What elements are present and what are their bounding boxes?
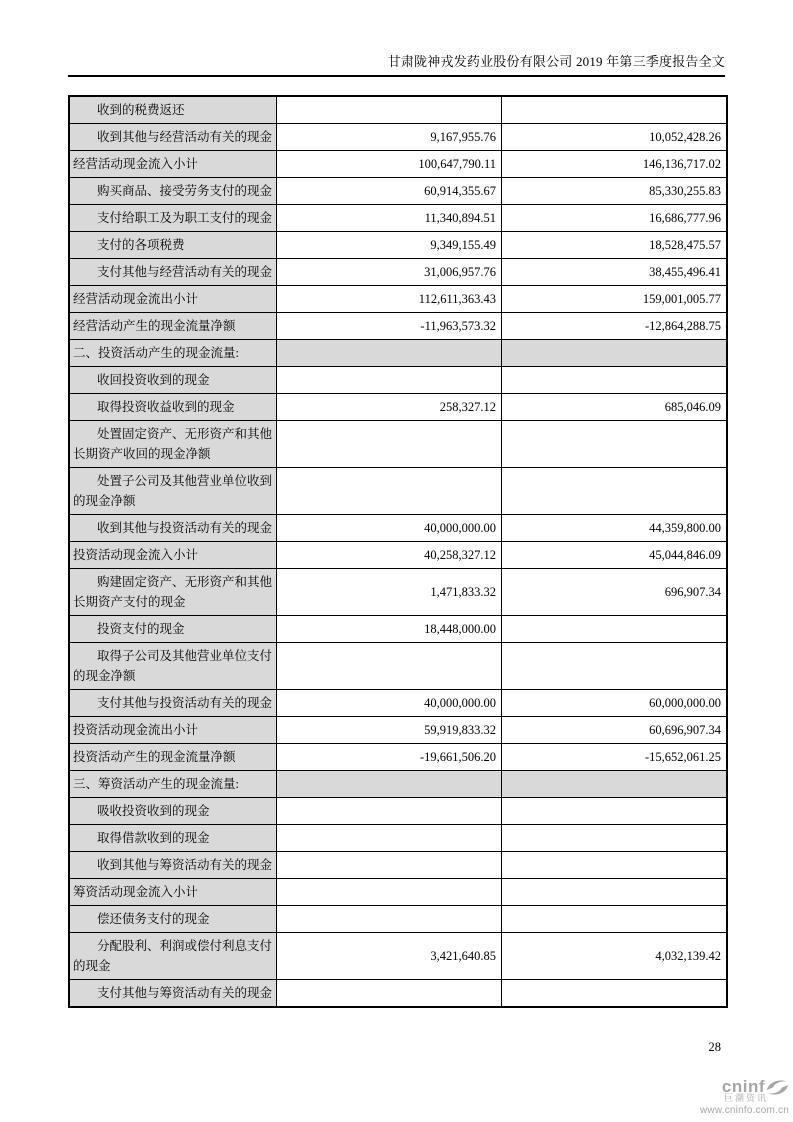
value-col-2: 159,001,005.77 bbox=[502, 286, 728, 313]
table-row bbox=[69, 421, 727, 468]
value-col-1 bbox=[276, 825, 502, 852]
value-col-2 bbox=[502, 643, 728, 690]
value-col-1 bbox=[276, 421, 502, 468]
value-col-1 bbox=[276, 980, 502, 1008]
table-row bbox=[69, 771, 727, 798]
value-col-1 bbox=[276, 643, 502, 690]
row-label: 支付其他与经营活动有关的现金 bbox=[69, 259, 276, 286]
table-row bbox=[69, 933, 727, 980]
value-col-2 bbox=[502, 825, 728, 852]
row-label: 分配股利、利润或偿付利息支付的现金 bbox=[69, 933, 276, 980]
table-row bbox=[69, 825, 727, 852]
row-label: 筹资活动现金流入小计 bbox=[69, 879, 276, 906]
value-col-2: 18,528,475.57 bbox=[502, 232, 728, 259]
value-col-1 bbox=[276, 798, 502, 825]
value-col-2: 45,044,846.09 bbox=[502, 542, 728, 569]
value-col-2 bbox=[502, 879, 728, 906]
value-col-2 bbox=[502, 96, 728, 124]
value-col-2: 16,686,777.96 bbox=[502, 205, 728, 232]
report-title: 甘肃陇神戎发药业股份有限公司 2019 年第三季度报告全文 bbox=[387, 54, 725, 69]
row-label: 支付其他与筹资活动有关的现金 bbox=[69, 980, 276, 1008]
table-row bbox=[69, 394, 727, 421]
value-col-1: 60,914,355.67 bbox=[276, 178, 502, 205]
table-row bbox=[69, 980, 727, 1008]
row-label: 处置子公司及其他营业单位收到的现金净额 bbox=[69, 468, 276, 515]
value-col-1: 31,006,957.76 bbox=[276, 259, 502, 286]
value-col-2: 60,696,907.34 bbox=[502, 717, 728, 744]
value-col-2: 146,136,717.02 bbox=[502, 151, 728, 178]
value-col-2 bbox=[502, 771, 728, 798]
value-col-1: -11,963,573.32 bbox=[276, 313, 502, 340]
value-col-1: 40,000,000.00 bbox=[276, 690, 502, 717]
value-col-2: -15,652,061.25 bbox=[502, 744, 728, 771]
value-col-2: 4,032,139.42 bbox=[502, 933, 728, 980]
table-row bbox=[69, 151, 727, 178]
cninfo-logo-url: www.cninfo.com.cn bbox=[700, 1105, 789, 1116]
table-row bbox=[69, 798, 727, 825]
value-col-2: 85,330,255.83 bbox=[502, 178, 728, 205]
value-col-2: 696,907.34 bbox=[502, 569, 728, 616]
value-col-1: 1,471,833.32 bbox=[276, 569, 502, 616]
page-header bbox=[68, 0, 725, 77]
value-col-2 bbox=[502, 798, 728, 825]
table-row bbox=[69, 717, 727, 744]
value-col-2: 44,359,800.00 bbox=[502, 515, 728, 542]
table-row bbox=[69, 178, 727, 205]
value-col-1: 59,919,833.32 bbox=[276, 717, 502, 744]
value-col-1 bbox=[276, 852, 502, 879]
row-label: 收回投资收到的现金 bbox=[69, 367, 276, 394]
table-row bbox=[69, 879, 727, 906]
row-label: 投资活动现金流出小计 bbox=[69, 717, 276, 744]
value-col-1: 112,611,363.43 bbox=[276, 286, 502, 313]
value-col-2: 685,046.09 bbox=[502, 394, 728, 421]
table-row bbox=[69, 643, 727, 690]
value-col-1: 9,349,155.49 bbox=[276, 232, 502, 259]
row-label: 吸收投资收到的现金 bbox=[69, 798, 276, 825]
table-row bbox=[69, 232, 727, 259]
cninfo-swirl-icon bbox=[766, 1078, 789, 1097]
row-label: 投资活动现金流入小计 bbox=[69, 542, 276, 569]
value-col-2: 38,455,496.41 bbox=[502, 259, 728, 286]
row-label: 取得投资收益收到的现金 bbox=[69, 394, 276, 421]
table-row bbox=[69, 340, 727, 367]
table-row bbox=[69, 205, 727, 232]
page-number: 28 bbox=[708, 1040, 721, 1054]
table-row bbox=[69, 690, 727, 717]
value-col-1: 100,647,790.11 bbox=[276, 151, 502, 178]
value-col-2: 60,000,000.00 bbox=[502, 690, 728, 717]
table-row bbox=[69, 569, 727, 616]
value-col-2: 10,052,428.26 bbox=[502, 124, 728, 151]
table-row bbox=[69, 259, 727, 286]
value-col-1: -19,661,506.20 bbox=[276, 744, 502, 771]
value-col-1 bbox=[276, 340, 502, 367]
value-col-2 bbox=[502, 468, 728, 515]
row-label: 取得借款收到的现金 bbox=[69, 825, 276, 852]
value-col-1: 9,167,955.76 bbox=[276, 124, 502, 151]
value-col-2 bbox=[502, 340, 728, 367]
row-label: 收到其他与投资活动有关的现金 bbox=[69, 515, 276, 542]
value-col-1 bbox=[276, 468, 502, 515]
table-row bbox=[69, 367, 727, 394]
table-row bbox=[69, 852, 727, 879]
row-label: 经营活动现金流出小计 bbox=[69, 286, 276, 313]
row-label: 取得子公司及其他营业单位支付的现金净额 bbox=[69, 643, 276, 690]
cninfo-logo-chinese: 巨潮资讯 bbox=[723, 1093, 768, 1104]
table-row bbox=[69, 906, 727, 933]
value-col-1 bbox=[276, 367, 502, 394]
row-label: 支付的各项税费 bbox=[69, 232, 276, 259]
value-col-2 bbox=[502, 367, 728, 394]
value-col-1: 18,448,000.00 bbox=[276, 616, 502, 643]
cninfo-logo-text: cninf bbox=[721, 1077, 765, 1097]
table-row bbox=[69, 616, 727, 643]
row-label: 投资支付的现金 bbox=[69, 616, 276, 643]
row-label: 经营活动现金流入小计 bbox=[69, 151, 276, 178]
table-row bbox=[69, 96, 727, 124]
table-row bbox=[69, 124, 727, 151]
row-label: 购建固定资产、无形资产和其他长期资产支付的现金 bbox=[69, 569, 276, 616]
value-col-2 bbox=[502, 421, 728, 468]
value-col-1 bbox=[276, 879, 502, 906]
value-col-2: -12,864,288.75 bbox=[502, 313, 728, 340]
value-col-1: 3,421,640.85 bbox=[276, 933, 502, 980]
value-col-1 bbox=[276, 906, 502, 933]
value-col-1: 40,000,000.00 bbox=[276, 515, 502, 542]
table-row bbox=[69, 286, 727, 313]
value-col-2 bbox=[502, 852, 728, 879]
row-label: 购买商品、接受劳务支付的现金 bbox=[69, 178, 276, 205]
table-row bbox=[69, 468, 727, 515]
value-col-1: 40,258,327.12 bbox=[276, 542, 502, 569]
row-label: 支付其他与投资活动有关的现金 bbox=[69, 690, 276, 717]
row-label: 偿还债务支付的现金 bbox=[69, 906, 276, 933]
value-col-1: 258,327.12 bbox=[276, 394, 502, 421]
table-row bbox=[69, 515, 727, 542]
row-label: 支付给职工及为职工支付的现金 bbox=[69, 205, 276, 232]
table-row bbox=[69, 313, 727, 340]
row-label: 处置固定资产、无形资产和其他长期资产收回的现金净额 bbox=[69, 421, 276, 468]
value-col-2 bbox=[502, 616, 728, 643]
table-row bbox=[69, 542, 727, 569]
value-col-1 bbox=[276, 771, 502, 798]
table-row bbox=[69, 744, 727, 771]
row-label: 收到其他与经营活动有关的现金 bbox=[69, 124, 276, 151]
value-col-1: 11,340,894.51 bbox=[276, 205, 502, 232]
value-col-1 bbox=[276, 96, 502, 124]
row-label: 三、筹资活动产生的现金流量: bbox=[69, 771, 276, 798]
row-label: 经营活动产生的现金流量净额 bbox=[69, 313, 276, 340]
row-label: 收到的税费返还 bbox=[69, 96, 276, 124]
row-label: 收到其他与筹资活动有关的现金 bbox=[69, 852, 276, 879]
row-label: 投资活动产生的现金流量净额 bbox=[69, 744, 276, 771]
row-label: 二、投资活动产生的现金流量: bbox=[69, 340, 276, 367]
cash-flow-table bbox=[68, 95, 728, 1008]
cninfo-logo bbox=[700, 1078, 789, 1116]
value-col-2 bbox=[502, 980, 728, 1008]
value-col-2 bbox=[502, 906, 728, 933]
